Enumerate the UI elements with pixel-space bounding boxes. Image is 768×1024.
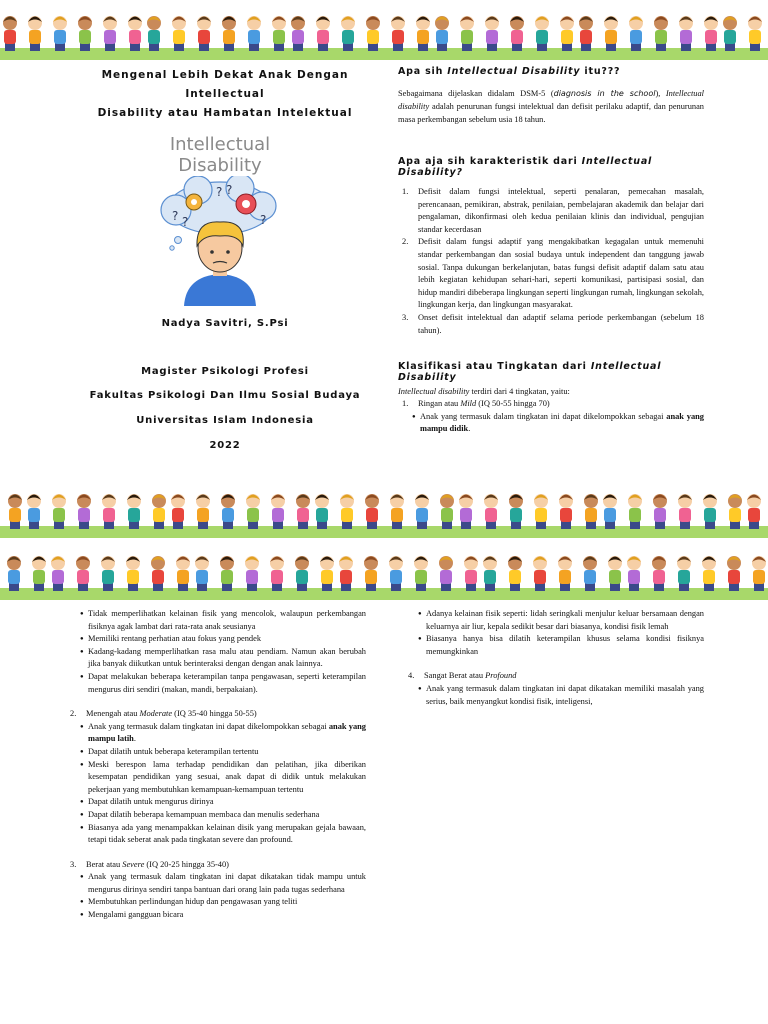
thinking-person-icon xyxy=(150,176,290,306)
program-name: Magister Psikologi Profesi xyxy=(141,366,309,377)
kid-figure xyxy=(533,556,547,591)
decorative-kids-border-middle-2 xyxy=(0,548,768,600)
kid-figure xyxy=(752,556,766,591)
kid-figure xyxy=(221,494,235,529)
svg-text:?: ? xyxy=(182,215,189,229)
svg-text:?: ? xyxy=(260,213,267,227)
kid-figure xyxy=(176,556,190,591)
kid-figure xyxy=(583,556,597,591)
left-column-p2 xyxy=(66,608,366,922)
definition-paragraph: Sebagaimana dijelaskan didalam DSM-5 (diagnosis in the school), Intellectual disability adalah penurunan fungsi intelektual dan defisit perilaku adaptif, dan penurunan masa perkembangan sebelum usia 18 tahun. xyxy=(398,89,704,124)
kid-figure xyxy=(76,556,90,591)
kid-figure xyxy=(703,494,717,529)
kid-figure xyxy=(464,556,478,591)
kid-figure xyxy=(27,494,41,529)
kid-figure xyxy=(747,494,761,529)
list-item: ● Biasanya ada yang menampakkan kelainan disik yang merupakan gejala bawaan, tetapi tidak seberat anak pada tingkatan severe dan profound. xyxy=(66,822,366,847)
kid-figure xyxy=(365,494,379,529)
kid-figure xyxy=(439,556,453,591)
year: 2022 xyxy=(209,440,241,451)
decorative-kids-border-middle-1 xyxy=(0,486,768,538)
kid-figure xyxy=(340,494,354,529)
list-item: ● Membutuhkan perlindungan hidup dan pengawasan yang teliti xyxy=(66,896,366,909)
kid-figure xyxy=(728,494,742,529)
list-item: ● Dapat dilatih untuk mengurus dirinya xyxy=(66,796,366,809)
kid-figure xyxy=(339,556,353,591)
kid-figure xyxy=(678,494,692,529)
kid-figure xyxy=(7,556,21,591)
grass xyxy=(0,526,768,538)
kid-figure xyxy=(8,494,22,529)
faculty-name: Fakultas Psikologi Dan Ilmu Sosial Budaya xyxy=(89,390,361,401)
classification-intro: Intellectual disability terdiri dari 4 tingkatan, yaitu: xyxy=(398,387,570,397)
kid-figure xyxy=(508,556,522,591)
kid-figure xyxy=(102,494,116,529)
list-item: 1. Defisit dalam fungsi intelektual, seperti penalaran, pemecahan masalah, perencanaan, pemikiran, abstrak, penilaian, pembelajaran akademik dan belajar dari pengalaman, dikonfirmasi oleh kedua penilaian klinis dan individual, pengujian standar kecerdasan xyxy=(402,187,704,234)
section-heading-characteristics: Apa aja sih karakteristik dari Intellectual Disability? xyxy=(398,156,653,178)
kid-figure xyxy=(677,556,691,591)
kid-figure xyxy=(101,556,115,591)
brochure-page-2 xyxy=(0,600,768,1024)
kid-figure xyxy=(171,494,185,529)
characteristics-list xyxy=(398,186,704,337)
kid-figure xyxy=(127,494,141,529)
left-column xyxy=(66,66,384,123)
kid-figure xyxy=(245,556,259,591)
grass xyxy=(0,588,768,600)
list-item: ● Anak yang termasuk dalam tingkatan ini dapat dikatakan memiliki masalah yang serius, baik menyangkut kondisi fisik, inteligensi, xyxy=(404,683,704,708)
illustration-caption-1: Intellectual xyxy=(169,134,271,155)
kids-illustration-strip xyxy=(0,548,768,600)
brochure-title: Mengenal Lebih Dekat Anak Dengan Intellectual Disability atau Hambatan Intelektual xyxy=(97,69,353,119)
kid-figure xyxy=(603,494,617,529)
kid-figure xyxy=(246,494,260,529)
list-item: 2. Defisit dalam fungsi adaptif yang mengakibatkan kegagalan untuk memenuhi standar perkembangan dan sosial budaya untuk independent dan tanggung jawab sosial. Tanpa dukungan berkelanjutan, batas fungsi defisit adaptif dalam satu atau lebih kegiatan kehidupan sehari-hari, seperti komunikasi, partisipasi sosial, dan hidup mandiri dibeberapa lingkungan seperti lingkungan rumah, lingkungan sekolah, lingkungan kerja, dan lingkungan masyarakat. xyxy=(402,237,704,310)
list-item: ● Mengalami gangguan bicara xyxy=(66,909,366,922)
level-mild: 1. Ringan atau Mild (IQ 50-55 hingga 70) xyxy=(402,399,550,409)
kid-figure xyxy=(315,494,329,529)
kid-figure xyxy=(509,494,523,529)
kid-figure xyxy=(702,556,716,591)
author-name: Nadya Savitri, S.Psi xyxy=(161,318,289,329)
list-item: ● Adanya kelainan fisik seperti: lidah seringkali menjulur keluar bersamaan dengan keluarnya air liur, kepala sedikit besar dari biasanya, kondisi fisik lemah xyxy=(404,608,704,633)
kid-figure xyxy=(196,494,210,529)
list-item: ● Tidak memperlihatkan kelainan fisik yang mencolok, walaupun perkembangan fisiknya agak lambat dari rata-rata anak seusianya xyxy=(66,608,366,633)
kid-figure xyxy=(414,556,428,591)
section-heading-classification: Klasifikasi atau Tingkatan dari Intellectual Disability xyxy=(398,361,662,384)
kid-figure xyxy=(628,494,642,529)
kid-figure xyxy=(652,556,666,591)
list-item: ● Dapat dilatih untuk beberapa keterampilan tertentu xyxy=(66,746,366,759)
kid-figure xyxy=(727,556,741,591)
illustration-caption-2: Disability xyxy=(178,155,262,176)
list-item: ● Anak yang termasuk dalam tingkatan ini dapat dikelompokkan sebagai anak yang mampu didik. xyxy=(398,411,704,436)
kid-figure xyxy=(559,494,573,529)
kid-figure xyxy=(270,556,284,591)
kid-figure xyxy=(51,556,65,591)
kid-figure xyxy=(295,556,309,591)
list-item: ● Meski berespon lama terhadap pendidikan dan pelatihan, jika diberikan kesempatan pendidikan yang sesuai, anak dapat di didik untuk melakukan pekerjaan yang membutuhkan kemampuan-kemampuan tertentu xyxy=(66,759,366,797)
kid-figure xyxy=(415,494,429,529)
kids-illustration-strip xyxy=(0,486,768,538)
right-column-p2 xyxy=(404,608,704,708)
kid-figure xyxy=(220,556,234,591)
kid-figure xyxy=(195,556,209,591)
intellectual-disability-illustration xyxy=(150,130,290,310)
level-profound: 4. Sangat Berat atau Profound xyxy=(408,671,517,681)
kid-figure xyxy=(390,494,404,529)
right-column xyxy=(398,66,704,436)
list-item: ● Memiliki rentang perhatian atau fokus yang pendek xyxy=(66,633,366,646)
kid-figure xyxy=(151,556,165,591)
svg-text:?: ? xyxy=(226,183,233,197)
level-moderate: 2. Menengah atau Moderate (IQ 35-40 hingga 50-55) xyxy=(70,709,257,719)
kid-figure xyxy=(364,556,378,591)
section-heading-what-is: Apa sih Intellectual Disability itu??? xyxy=(398,66,621,77)
university-name: Universitas Islam Indonesia xyxy=(136,415,314,426)
level-severe: 3. Berat atau Severe (IQ 20-25 hingga 35-40) xyxy=(70,859,229,869)
brochure-page-1 xyxy=(0,0,768,486)
kid-figure xyxy=(558,556,572,591)
kid-figure xyxy=(627,556,641,591)
list-item: ● Dapat dilatih beberapa kemampuan membaca dan menulis sederhana xyxy=(66,809,366,822)
kid-figure xyxy=(584,494,598,529)
list-item: ● Kadang-kadang memperlihatkan rasa malu atau pendiam. Namun akan berubah jika banyak diikutkan untuk berinteraksi dengan dengan anak lainnya. xyxy=(66,646,366,671)
kid-figure xyxy=(320,556,334,591)
kid-figure xyxy=(534,494,548,529)
kid-figure xyxy=(459,494,473,529)
list-item: ● Dapat melakukan beberapa keterampilan tanpa pengawasan, seperti keterampilan mengurus diri sendiri (makan, mandi, berpakaian). xyxy=(66,671,366,696)
svg-text:?: ? xyxy=(216,185,223,199)
kid-figure xyxy=(484,494,498,529)
kid-figure xyxy=(440,494,454,529)
kid-figure xyxy=(77,494,91,529)
kid-figure xyxy=(152,494,166,529)
list-item: ● Anak yang termasuk dalam tingkatan ini dapat dikatakan tidak mampu untuk mengurus dirinya sendiri tanpa bantuan dari orang lain pada tugas sederhana xyxy=(66,871,366,896)
kid-figure xyxy=(483,556,497,591)
kid-figure xyxy=(608,556,622,591)
kid-figure xyxy=(126,556,140,591)
kid-figure xyxy=(653,494,667,529)
kid-figure xyxy=(52,494,66,529)
kid-figure xyxy=(296,494,310,529)
kid-figure xyxy=(389,556,403,591)
kid-figure xyxy=(32,556,46,591)
list-item: 3. Onset defisit intelektual dan adaptif selama periode perkembangan (sebelum 18 tahun). xyxy=(402,312,704,335)
list-item: ● Biasanya hanya bisa dilatih keterampilan khusus selama kondisi fisiknya memungkinkan xyxy=(404,633,704,658)
kid-figure xyxy=(271,494,285,529)
svg-text:?: ? xyxy=(172,209,179,223)
list-item: ● Anak yang termasuk dalam tingkatan ini dapat dikelompokkan sebagai anak yang mampu latih. xyxy=(66,721,366,746)
